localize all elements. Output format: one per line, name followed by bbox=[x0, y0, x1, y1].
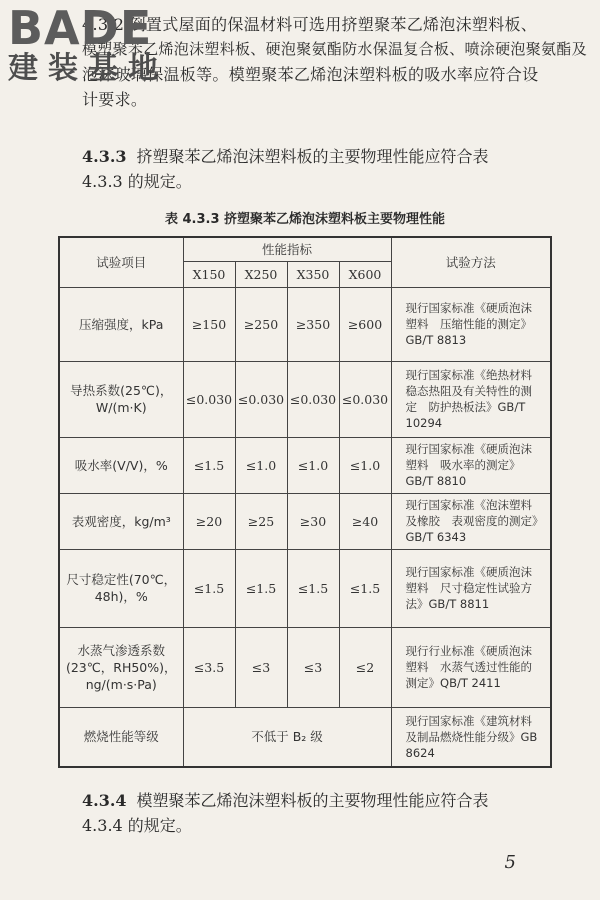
clause-number: 4.3.3 bbox=[82, 147, 127, 166]
row-value: ≤3 bbox=[235, 627, 287, 707]
table-caption: 表 4.3.3 挤塑聚苯乙烯泡沫塑料板主要物理性能 bbox=[164, 212, 446, 227]
row-method: 现行国家标准《硬质泡沫塑料 吸水率的测定》GB/T 8810 bbox=[391, 437, 551, 493]
clause-4-3-4 bbox=[82, 788, 562, 838]
row-method: 现行国家标准《硬质泡沫塑料 尺寸稳定性试验方法》GB/T 8811 bbox=[391, 549, 551, 627]
row-value: ≥150 bbox=[183, 287, 235, 361]
table-row bbox=[59, 707, 551, 767]
row-item: 压缩强度，kPa bbox=[59, 287, 183, 361]
row-item: 导热系数(25℃)，W/(m·K) bbox=[59, 361, 183, 437]
watermark-logo bbox=[8, 1, 168, 86]
intro-line: 模塑聚苯乙烯泡沫塑料板、硬泡聚氨酯防水保温复合板、喷涂硬泡聚氨酯及 bbox=[82, 40, 587, 58]
grade-label: X600 bbox=[339, 261, 391, 287]
table-row bbox=[59, 493, 551, 549]
row-method: 现行行业标准《硬质泡沫塑料 水蒸气透过性能的测定》QB/T 2411 bbox=[391, 627, 551, 707]
row-value: ≤3 bbox=[287, 627, 339, 707]
row-value: ≤1.0 bbox=[287, 437, 339, 493]
clause-text: 模塑聚苯乙烯泡沫塑料板的主要物理性能应符合表 bbox=[136, 791, 489, 810]
row-item: 尺寸稳定性(70℃，48h)，% bbox=[59, 549, 183, 627]
header-method: 试验方法 bbox=[391, 237, 551, 287]
row-value: ≥20 bbox=[183, 493, 235, 549]
row-value: ≤1.0 bbox=[339, 437, 391, 493]
row-value: ≥30 bbox=[287, 493, 339, 549]
row-value: ≤1.5 bbox=[339, 549, 391, 627]
row-value: ≤0.030 bbox=[183, 361, 235, 437]
intro-line: 计要求。 bbox=[82, 90, 148, 109]
logo-wordmark: BADE bbox=[8, 1, 153, 55]
row-value: ≥25 bbox=[235, 493, 287, 549]
grade-label: X350 bbox=[287, 261, 339, 287]
table-row bbox=[59, 361, 551, 437]
row-value: ≤1.5 bbox=[183, 437, 235, 493]
clause-text: 挤塑聚苯乙烯泡沫塑料板的主要物理性能应符合表 bbox=[136, 147, 489, 166]
row-value: ≤1.0 bbox=[235, 437, 287, 493]
header-item: 试验项目 bbox=[59, 237, 183, 287]
table-header-row bbox=[59, 237, 551, 261]
grade-label: X150 bbox=[183, 261, 235, 287]
page-number: 5 bbox=[504, 852, 516, 873]
intro-line: 4.3.2 倒置式屋面的保温材料可选用挤塑聚苯乙烯泡沫塑料板、 bbox=[82, 15, 538, 34]
grade-label: X250 bbox=[235, 261, 287, 287]
clause-text-cont: 4.3.3 的规定。 bbox=[82, 172, 192, 191]
row-value: ≤3.5 bbox=[183, 627, 235, 707]
table-row bbox=[59, 287, 551, 361]
intro-line: 泡沫玻璃保温板等。模塑聚苯乙烯泡沫塑料板的吸水率应符合设 bbox=[82, 65, 539, 84]
logo-subtitle: 建装基地 bbox=[8, 51, 168, 86]
row-value: ≥350 bbox=[287, 287, 339, 361]
row-value: ≤2 bbox=[339, 627, 391, 707]
clause-text-cont: 4.3.4 的规定。 bbox=[82, 816, 192, 835]
row-method: 现行国家标准《硬质泡沫塑料 压缩性能的测定》GB/T 8813 bbox=[391, 287, 551, 361]
clause-number: 4.3.4 bbox=[82, 791, 127, 810]
table-row bbox=[59, 549, 551, 627]
row-value: ≤1.5 bbox=[235, 549, 287, 627]
row-value: ≤1.5 bbox=[183, 549, 235, 627]
row-value: ≥250 bbox=[235, 287, 287, 361]
row-item: 水蒸气渗透系数(23℃，RH50%)，ng/(m·s·Pa) bbox=[59, 627, 183, 707]
row-item: 表观密度，kg/m³ bbox=[59, 493, 183, 549]
table-row bbox=[59, 627, 551, 707]
row-method: 现行国家标准《建筑材料及制品燃烧性能分级》GB 8624 bbox=[391, 707, 551, 767]
row-item: 燃烧性能等级 bbox=[59, 707, 183, 767]
table-row bbox=[59, 437, 551, 493]
row-value: ≥40 bbox=[339, 493, 391, 549]
row-method: 现行国家标准《绝热材料稳态热阻及有关特性的测定 防护热板法》GB/T 10294 bbox=[391, 361, 551, 437]
row-value-merged: 不低于 B₂ 级 bbox=[183, 707, 391, 767]
row-method: 现行国家标准《泡沫塑料及橡胶 表观密度的测定》GB/T 6343 bbox=[391, 493, 551, 549]
row-value: ≥600 bbox=[339, 287, 391, 361]
clause-4-3-3 bbox=[82, 144, 562, 194]
properties-table bbox=[58, 236, 552, 768]
row-item: 吸水率(V/V)，% bbox=[59, 437, 183, 493]
row-value: ≤1.5 bbox=[287, 549, 339, 627]
row-value: ≤0.030 bbox=[287, 361, 339, 437]
row-value: ≤0.030 bbox=[339, 361, 391, 437]
row-value: ≤0.030 bbox=[235, 361, 287, 437]
header-performance: 性能指标 bbox=[183, 237, 391, 261]
